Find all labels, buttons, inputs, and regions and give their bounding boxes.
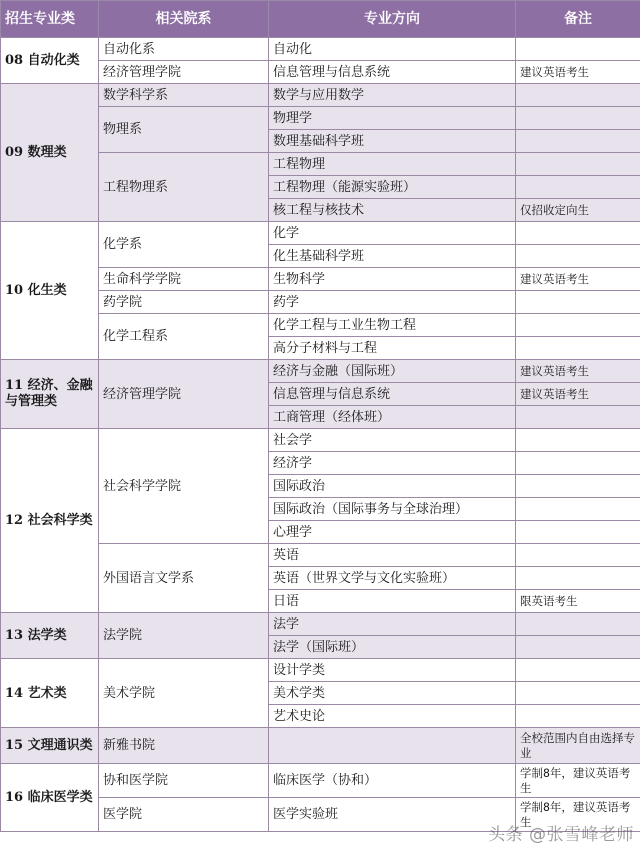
major-cell: 工程物理（能源实验班） <box>269 176 516 199</box>
category-cell: 12 社会科学类 <box>1 429 99 613</box>
major-cell: 工商管理（经体班） <box>269 406 516 429</box>
major-cell: 日语 <box>269 590 516 613</box>
note-cell <box>516 544 640 567</box>
department-cell: 工程物理系 <box>99 153 269 222</box>
major-cell: 化学 <box>269 222 516 245</box>
table-row <box>1 429 640 452</box>
department-cell: 经济管理学院 <box>99 61 269 84</box>
major-cell: 英语 <box>269 544 516 567</box>
department-cell: 医学院 <box>99 798 269 832</box>
note-cell <box>516 84 640 107</box>
note-cell <box>516 406 640 429</box>
department-cell: 生命科学学院 <box>99 268 269 291</box>
table-row <box>1 659 640 682</box>
table-row <box>1 222 640 245</box>
note-cell <box>516 636 640 659</box>
department-cell: 经济管理学院 <box>99 360 269 429</box>
category-cell: 11 经济、金融与管理类 <box>1 360 99 429</box>
note-cell <box>516 613 640 636</box>
major-cell: 物理学 <box>269 107 516 130</box>
department-cell: 自动化系 <box>99 38 269 61</box>
category-cell: 09 数理类 <box>1 84 99 222</box>
major-cell: 法学 <box>269 613 516 636</box>
note-cell <box>516 222 640 245</box>
note-cell <box>516 176 640 199</box>
major-cell: 设计学类 <box>269 659 516 682</box>
table-header <box>1 1 640 38</box>
note-cell: 建议英语考生 <box>516 268 640 291</box>
category-cell: 10 化生类 <box>1 222 99 360</box>
note-cell: 学制8年，建议英语考生 <box>516 764 640 798</box>
category-cell: 13 法学类 <box>1 613 99 659</box>
note-cell: 全校范围内自由选择专业 <box>516 728 640 764</box>
note-cell <box>516 153 640 176</box>
note-cell <box>516 429 640 452</box>
department-cell: 数学科学系 <box>99 84 269 107</box>
department-cell: 社会科学学院 <box>99 429 269 544</box>
note-cell <box>516 38 640 61</box>
note-cell <box>516 245 640 268</box>
major-cell <box>269 728 516 764</box>
note-cell: 学制8年，建议英语考生 <box>516 798 640 832</box>
note-cell: 建议英语考生 <box>516 360 640 383</box>
note-cell <box>516 291 640 314</box>
major-cell: 经济与金融（国际班） <box>269 360 516 383</box>
department-cell: 美术学院 <box>99 659 269 728</box>
major-cell: 经济学 <box>269 452 516 475</box>
major-cell: 生物科学 <box>269 268 516 291</box>
department-cell: 化学工程系 <box>99 314 269 360</box>
department-cell: 协和医学院 <box>99 764 269 798</box>
major-cell: 信息管理与信息系统 <box>269 61 516 84</box>
note-cell <box>516 567 640 590</box>
major-cell: 艺术史论 <box>269 705 516 728</box>
note-cell <box>516 314 640 337</box>
major-cell: 数理基础科学班 <box>269 130 516 153</box>
department-cell: 物理系 <box>99 107 269 153</box>
department-cell: 法学院 <box>99 613 269 659</box>
category-cell: 15 文理通识类 <box>1 728 99 764</box>
major-cell: 药学 <box>269 291 516 314</box>
major-cell: 美术学类 <box>269 682 516 705</box>
major-cell: 临床医学（协和） <box>269 764 516 798</box>
note-cell <box>516 130 640 153</box>
table-row <box>1 84 640 107</box>
major-cell: 心理学 <box>269 521 516 544</box>
table-row <box>1 360 640 383</box>
table-row <box>1 728 640 764</box>
major-cell: 核工程与核技术 <box>269 199 516 222</box>
note-cell <box>516 705 640 728</box>
note-cell <box>516 452 640 475</box>
header-major: 专业方向 <box>269 1 516 38</box>
department-cell: 外国语言文学系 <box>99 544 269 613</box>
major-cell: 国际政治 <box>269 475 516 498</box>
major-cell: 社会学 <box>269 429 516 452</box>
major-cell: 高分子材料与工程 <box>269 337 516 360</box>
note-cell <box>516 475 640 498</box>
major-cell: 信息管理与信息系统 <box>269 383 516 406</box>
header-department: 相关院系 <box>99 1 269 38</box>
note-cell <box>516 521 640 544</box>
department-cell: 化学系 <box>99 222 269 268</box>
header-category: 招生专业类 <box>1 1 99 38</box>
watermark: 头条 @张雪峰老师 <box>488 825 634 845</box>
major-cell: 国际政治（国际事务与全球治理） <box>269 498 516 521</box>
major-cell: 化学工程与工业生物工程 <box>269 314 516 337</box>
category-cell: 16 临床医学类 <box>1 764 99 832</box>
note-cell: 仅招收定向生 <box>516 199 640 222</box>
major-cell: 自动化 <box>269 38 516 61</box>
major-cell: 法学（国际班） <box>269 636 516 659</box>
note-cell: 限英语考生 <box>516 590 640 613</box>
major-cell: 数学与应用数学 <box>269 84 516 107</box>
table-row <box>1 38 640 61</box>
note-cell <box>516 682 640 705</box>
category-cell: 08 自动化类 <box>1 38 99 84</box>
department-cell: 新雅书院 <box>99 728 269 764</box>
major-cell: 英语（世界文学与文化实验班） <box>269 567 516 590</box>
note-cell <box>516 337 640 360</box>
note-cell: 建议英语考生 <box>516 61 640 84</box>
note-cell: 建议英语考生 <box>516 383 640 406</box>
category-cell: 14 艺术类 <box>1 659 99 728</box>
table-row <box>1 613 640 636</box>
note-cell <box>516 498 640 521</box>
major-cell: 医学实验班 <box>269 798 516 832</box>
table-row <box>1 764 640 798</box>
major-cell: 工程物理 <box>269 153 516 176</box>
department-cell: 药学院 <box>99 291 269 314</box>
note-cell <box>516 659 640 682</box>
header-note: 备注 <box>516 1 640 38</box>
note-cell <box>516 107 640 130</box>
major-cell: 化生基础科学班 <box>269 245 516 268</box>
